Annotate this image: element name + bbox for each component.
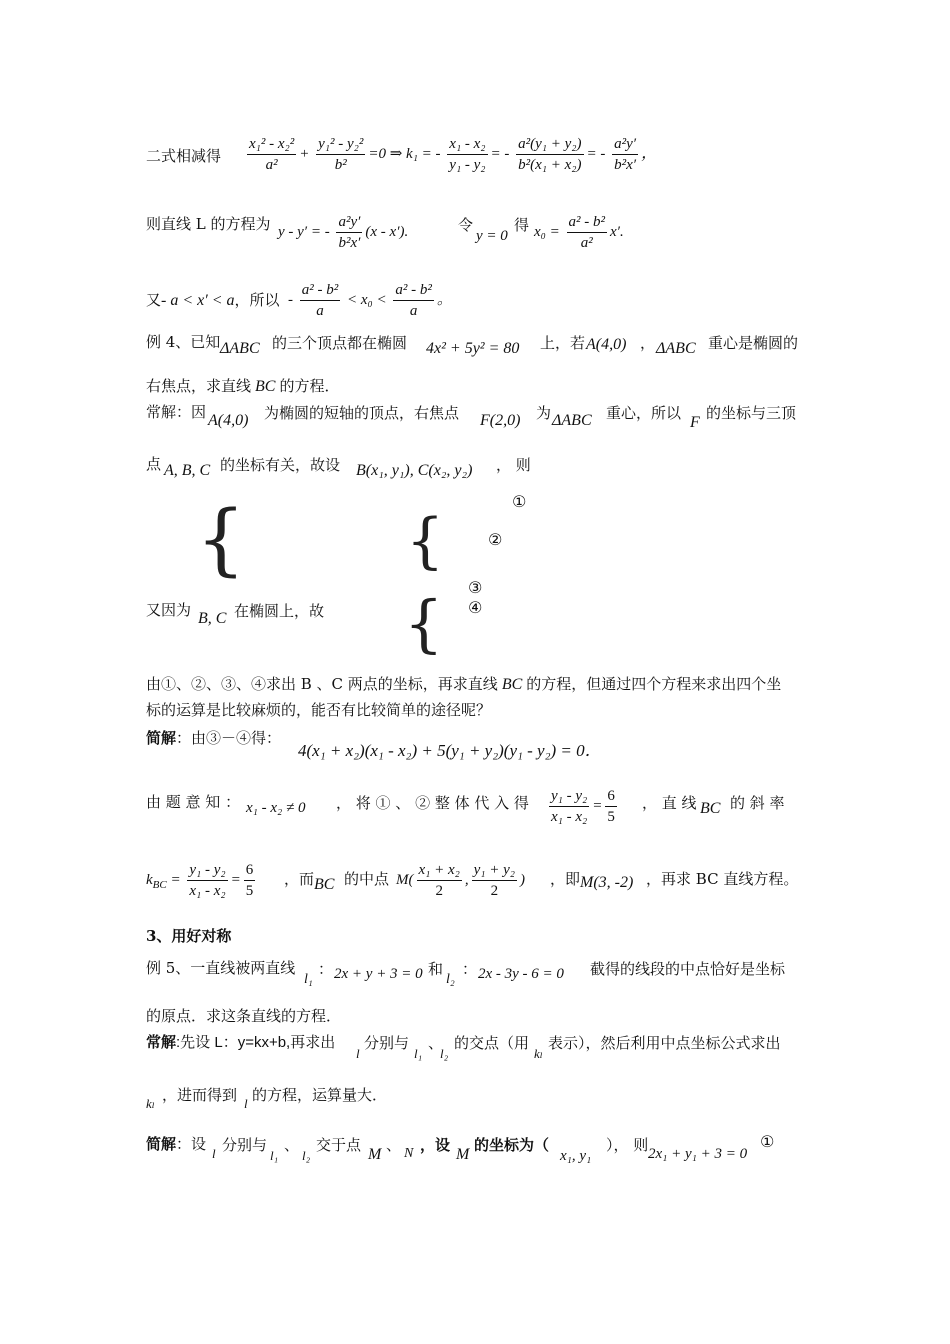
yt-slope-formula: $\frac{\text{y₁ - y₂}}{\text{x₁ - x₂}}$ = $\frac{6}{5}$ [551, 788, 615, 825]
yy-BC: B, C [198, 610, 227, 627]
simple-solution-label: 简解 [146, 729, 177, 747]
ex4-BC: BC [255, 378, 276, 395]
simple-solution-line [146, 728, 281, 748]
paragraph-line2 [146, 700, 491, 720]
cj5-text-d: 的交点（用 [454, 1034, 530, 1052]
text-suoyi: ，所以 [234, 291, 280, 309]
ex4-line2-end: 的方程． [279, 377, 340, 395]
example-4-line2 [146, 376, 339, 397]
simple-solution-5-label: 简解 [146, 1135, 177, 1153]
cj5b-l: l [244, 1096, 248, 1111]
cj5-text-c: 、 [428, 1034, 444, 1052]
jj-formula [298, 736, 602, 761]
kb-BC: BC [314, 876, 335, 893]
yt-BC: BC [700, 800, 721, 817]
circled-1: ① [512, 492, 527, 511]
formula-x0-range: - $\frac{\text{a² - b²}}{a}$ < x₀ < $\frac{\text{a² - b²}}{a}$ 。 [288, 282, 452, 319]
cj5-l1: l₁ [414, 1046, 423, 1061]
cj-text-a: ：因 [176, 403, 207, 421]
yt-text-d: 的 斜 率 [730, 794, 785, 812]
line-range [146, 290, 280, 311]
jj-end: ． [584, 741, 602, 760]
formula-y0: y = 0 [476, 228, 508, 244]
formula-L-equation: y - y′ = - $\frac{\text{a²y′}}{\text{b²x′}}$ (x - x′). [278, 214, 409, 251]
ex5-colon-2: ： [462, 960, 478, 978]
cj-triangle: ΔABC [552, 412, 592, 429]
line-from-problem [146, 792, 240, 812]
jj5-text-e: 、 [386, 1136, 402, 1154]
left-brace-1: { [196, 495, 246, 585]
ex5-l2: l₂ [446, 972, 455, 987]
jj5-text-f: ，设 [420, 1136, 451, 1154]
cj5-text-e: 表示），然后利用中点坐标公式求出 [548, 1034, 781, 1052]
section-3-heading: 3、用好对称 [146, 927, 232, 945]
cj-F: F [690, 414, 700, 431]
kb-text-b: 的中点 [344, 870, 390, 888]
common-solution-line1 [146, 402, 206, 422]
common-solution-label: 常解 [146, 403, 177, 421]
left-brace-3: { [404, 587, 444, 660]
cj-point-A: A(4,0) [208, 412, 249, 429]
cj-text-c: 为 [536, 404, 552, 422]
common-solution-5-line1 [146, 1032, 335, 1053]
formula-range: - a < x′ < a [161, 292, 235, 309]
jj5-l1: l₁ [270, 1148, 279, 1163]
cj2-text-a: 点 [146, 455, 162, 473]
ex5-colon-1: ： [318, 960, 334, 978]
ex4-ellipse: 4x² + 5y² = 80 [426, 340, 520, 357]
p2-text: 标的运算是比较麻烦的，能否有比较简单的途径呢？ [146, 701, 492, 719]
ex5-line2-eq: 2x - 3y - 6 = 0 [478, 966, 564, 982]
jj5-text-c: 、 [284, 1136, 300, 1154]
cj-text-d: 重心，所以 [606, 404, 682, 422]
period: 。 [436, 291, 452, 308]
yt-nonzero: x₁ - x₂ ≠ 0 [246, 800, 306, 816]
cj5-k: kₗ [534, 1046, 543, 1061]
formula-x0: x₀ = $\frac{\text{a² - b²}}{\text{a²}}$ x′. [534, 214, 624, 251]
circled-2: ② [488, 530, 503, 549]
jj5-coords: x₁, y₁ [560, 1148, 592, 1164]
example-4-line1 [146, 332, 220, 352]
label-L-equation: 则直线 L 的方程为 [146, 215, 271, 233]
common-solution-5-label: 常解 [146, 1033, 177, 1051]
kb-midpoint: M( $\frac{\text{x₁ + x₂}}{2}$ , $\frac{\text{y₁ + y₂}}{2}$ ) [396, 862, 525, 899]
kb-text-d: ，再求 BC 直线方程。 [646, 870, 799, 888]
line-L-equation [146, 214, 271, 234]
kbc-formula: $k_{BC}$ = $\frac{\text{y₁ - y₂}}{\text{x₁ - x₂}}$ = $\frac{6}{5}$ [146, 862, 254, 899]
paragraph-line1 [146, 674, 781, 695]
left-brace-2: { [406, 506, 445, 576]
yt-text-c: ， 直 线 [642, 794, 697, 812]
cj5b-text-b: 的方程，运算量大． [252, 1086, 388, 1104]
cj-text-b: 为椭圆的短轴的顶点，右焦点 [264, 404, 460, 422]
jj-text-a: ：由③－④得： [176, 729, 282, 747]
ex4-prefix: 例 4、已知 [146, 333, 221, 351]
example-5-line1 [146, 958, 295, 978]
line-subtract [146, 146, 221, 166]
jj5-text-a: ：设 [176, 1135, 207, 1153]
jj5-circled-1: ① [760, 1132, 775, 1151]
jj5-M: M [368, 1146, 382, 1163]
ex4-comma: ， [640, 334, 656, 352]
cj2-ABC: A, B, C [164, 462, 211, 479]
jj5-M2: M [456, 1146, 470, 1163]
p1-text-b: 的方程，但通过四个方程来求出四个坐 [526, 675, 782, 693]
jj5-N: N [404, 1146, 414, 1161]
comma: ， [641, 144, 658, 162]
jj-formula-text: 4(x₁ + x₂)(x₁ - x₂) + 5(y₁ + y₂)(y₁ - y₂) = 0 [298, 741, 585, 760]
cj2-text-b: 的坐标有关，故设 [220, 456, 341, 474]
cj5-text-b: 分别与 [364, 1034, 410, 1052]
jj5-text-h: ）， 则 [606, 1136, 649, 1154]
ex4-text-c: 上，若 [540, 334, 586, 352]
cj-text-e: 的坐标与三顶 [706, 404, 797, 422]
text-de: 得 [514, 216, 530, 234]
ex4-point-A: A(4,0) [586, 336, 627, 353]
yt-text-a: 由 题 意 知 ： [146, 793, 241, 811]
cj5-l: l [356, 1046, 360, 1061]
kb-M-point: M(3, -2) [580, 874, 634, 891]
label-subtract: 二式相减得 [146, 147, 222, 165]
circled-4: ④ [468, 598, 483, 617]
text-you: 又 [146, 291, 162, 309]
jj5-eq: 2x₁ + y₁ + 3 = 0 [648, 1146, 748, 1162]
kb-text-a: ，而 [284, 870, 315, 888]
ex5-line1-eq: 2x + y + 3 = 0 [334, 966, 423, 982]
formula-subtract: $\frac{\text{x₁² - x₂²}}{\text{a²}}$ + $\frac{\text{y₁² - y₂²}}{\text{b²}}$ =0 ⇒ k₁ = - $\frac{\text{x₁ - x₂}}{\text{y₁ - y₂}}$ = - $\frac{\text{a²(y₁ + y₂)}}{\text{b²(x₁ + x₂)}}$ = - $\frac{\text{a²y′}}{\text{b²x′}}$ ， [249, 136, 658, 173]
cj2-BC-coords: B(x₁, y₁), C(x₂, y₂) [356, 462, 473, 479]
cj5-l2: l₂ [440, 1046, 449, 1061]
common-solution-line2 [146, 454, 161, 474]
ex5-he: 和 [428, 960, 444, 978]
yt-text-b: ， 将 ① 、 ② 整 体 代 入 得 [336, 794, 529, 812]
line-on-ellipse [146, 600, 191, 620]
ex4-triangle: ΔABC [220, 340, 260, 357]
yy-text-a: 又因为 [146, 601, 192, 619]
simple-solution-5-line [146, 1134, 206, 1154]
ex4-triangle-2: ΔABC [656, 340, 696, 357]
jj5-l: l [212, 1146, 216, 1161]
jj5-text-d: 交于点 [316, 1136, 362, 1154]
ex4-text-b: 的三个顶点都在椭圆 [272, 334, 408, 352]
cj5-text-a: :先设 L：y=kx+b,再求出 [176, 1034, 336, 1051]
cj5b-text-a: ，进而得到 [162, 1086, 238, 1104]
jj5-text-g: 的坐标为（ [474, 1136, 550, 1154]
text-ling: 令 [458, 216, 474, 234]
cj-point-F: F(2,0) [480, 412, 521, 429]
cj2-text-c: ， 则 [496, 456, 531, 474]
ex4-line2-text: 右焦点，求直线 [146, 377, 252, 395]
p1-BC: BC [501, 676, 523, 693]
cj5b-k: kₗ [146, 1096, 155, 1111]
yy-text-b: 在椭圆上，故 [234, 602, 325, 620]
ex4-text-e: 重心是椭圆的 [708, 334, 799, 352]
ex5-text-e: 截得的线段的中点恰好是坐标 [590, 960, 786, 978]
ex5-text-a: 例 5、一直线被两直线 [146, 959, 296, 977]
jj5-text-b: 分别与 [222, 1136, 268, 1154]
ex5-l1: l₁ [304, 972, 313, 987]
example-5-line2: 的原点．求这条直线的方程． [146, 1007, 342, 1025]
kb-text-c: ，即 [550, 870, 581, 888]
circled-3: ③ [468, 578, 483, 597]
p1-text: 由①、②、③、④求出 B 、C 两点的坐标，再求直线 [146, 675, 498, 693]
jj5-l2: l₂ [302, 1148, 311, 1163]
